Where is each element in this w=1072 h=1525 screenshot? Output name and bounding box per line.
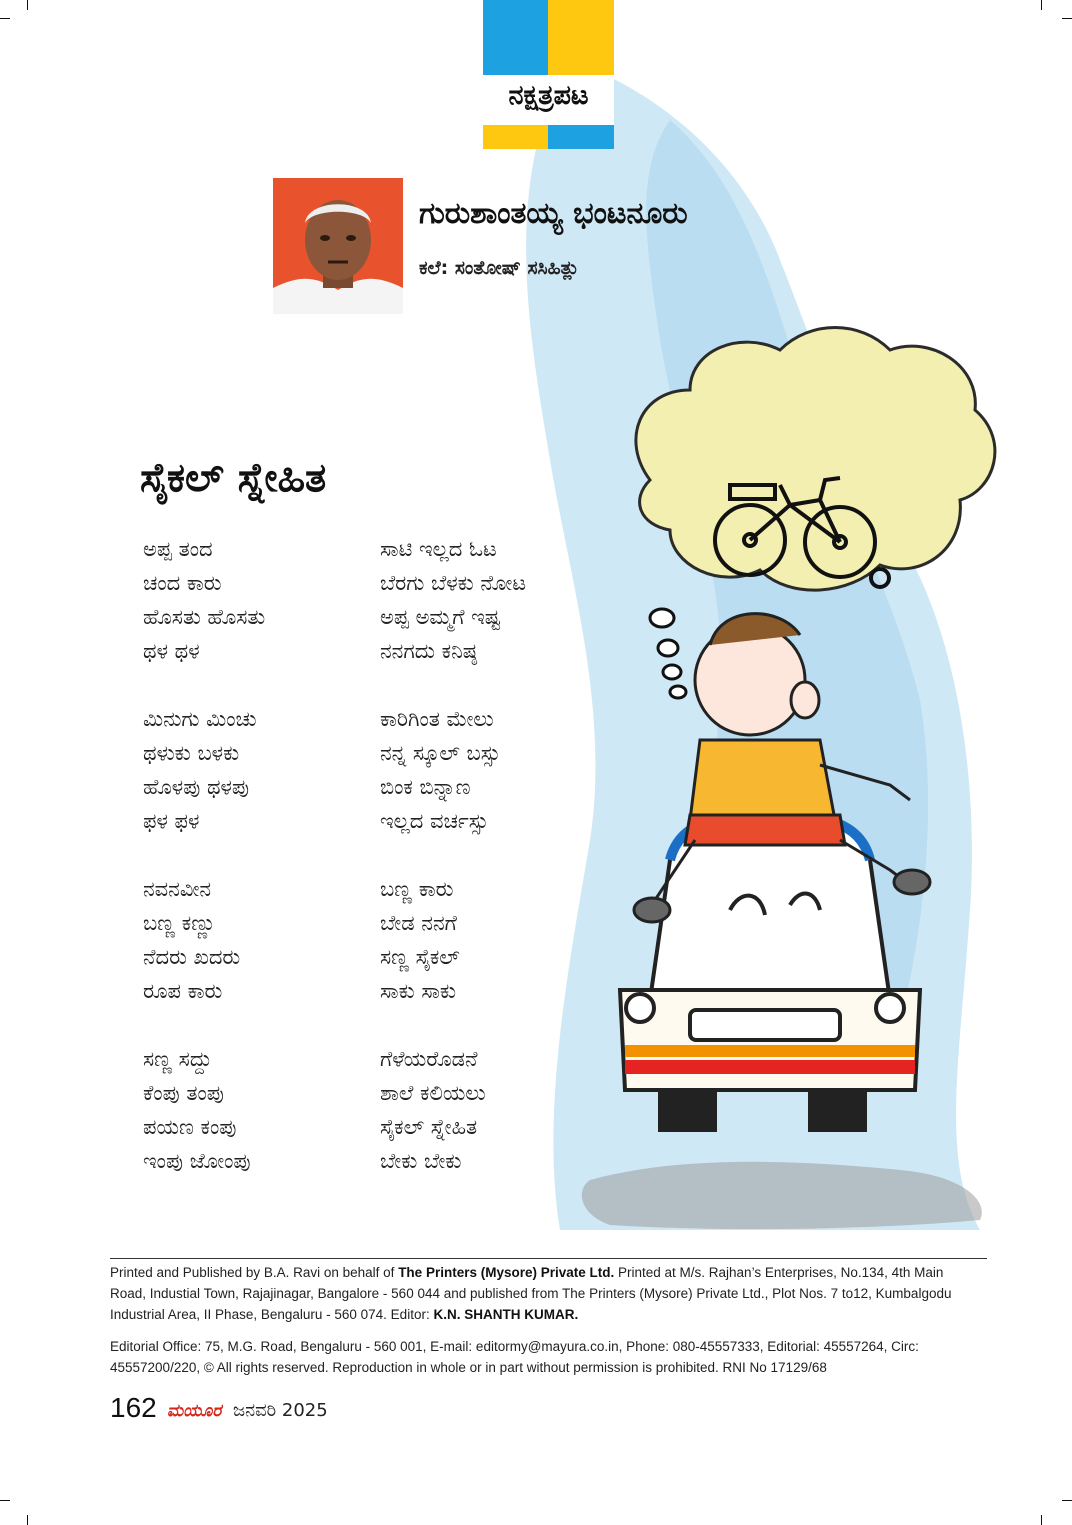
poem-line-left: ಪಯಣ ಕಂಪು bbox=[143, 1114, 237, 1139]
poem-line bbox=[143, 1042, 613, 1076]
magazine-logo: ಮಯೂರ bbox=[167, 1401, 222, 1421]
poem-line-left: ರೂಪ ಕಾರು bbox=[143, 978, 223, 1003]
poem-line-right: ಬೆರಗು ಬೆಳಕು ನೋಟ bbox=[380, 570, 527, 595]
crop-mark bbox=[27, 0, 28, 10]
poem-stanza bbox=[143, 532, 613, 668]
poem-line-right: ಬಿಂಕ ಬಿನ್ನಾಣ bbox=[380, 774, 471, 799]
poem-line bbox=[143, 872, 613, 906]
poem-line-right: ಸಣ್ಣ ಸೈಕಲ್ bbox=[380, 944, 460, 969]
poem-line bbox=[143, 1076, 613, 1110]
poem-line bbox=[143, 566, 613, 600]
section-title: ನಕ್ಷತ್ರಪಟ bbox=[508, 80, 589, 111]
poem-line bbox=[143, 974, 613, 1008]
poem-stanza bbox=[143, 1042, 613, 1178]
poem-stanza bbox=[143, 872, 613, 1008]
crop-mark bbox=[1062, 1500, 1072, 1501]
poem-line-left: ನೆದರು ಖದರು bbox=[143, 944, 241, 969]
poem-line bbox=[143, 940, 613, 974]
poem-line-right: ನನ್ನ ಸ್ಕೂಲ್ ಬಸ್ಸು bbox=[380, 740, 501, 765]
poem-title: ಸೈಕಲ್ ಸ್ನೇಹಿತ bbox=[140, 455, 327, 501]
imprint-text bbox=[110, 1262, 980, 1325]
poem-line bbox=[143, 702, 613, 736]
poem-line-right: ನನಗದು ಕನಿಷ್ಠ bbox=[380, 638, 478, 663]
crop-mark bbox=[1062, 18, 1072, 19]
poem-line-left: ಚಂದ ಕಾರು bbox=[143, 570, 222, 595]
page-number: 162 bbox=[110, 1392, 157, 1423]
publisher-name: The Printers (Mysore) Private Ltd. bbox=[398, 1265, 615, 1280]
poem-line bbox=[143, 634, 613, 668]
poem-line-left: ಅಪ್ಪ ತಂದ bbox=[143, 536, 213, 561]
imprint-text-a: Printed and Published by B.A. Ravi on behalf of bbox=[110, 1265, 399, 1280]
editor-name: K.N. SHANTH KUMAR. bbox=[433, 1307, 579, 1322]
poem-line-left: ಹೊಸತು ಹೊಸತು bbox=[143, 604, 266, 629]
poem-line bbox=[143, 770, 613, 804]
poem-line-left: ಮಿನುಗು ಮಿಂಚು bbox=[143, 706, 257, 731]
editorial-office-text: Editorial Office: 75, M.G. Road, Bengaluru - 560 001, E-mail: editormy@mayura.co.in, Phone: 080-45557333, Editorial: 45557264, Circ: 45557200/220, © All rights reserved. Reproduction in whole or in part without permission is prohibited. RNI No 17129/68 bbox=[110, 1339, 919, 1375]
artist-credit: ಕಲೆ: ಸಂತೋಷ್ ಸಸಿಹಿತ್ಲು bbox=[419, 257, 580, 279]
poem-line bbox=[143, 1144, 613, 1178]
poem-line bbox=[143, 804, 613, 838]
poem-line-left: ಹೊಳಪು ಥಳಪು bbox=[143, 774, 250, 799]
poem-stanza bbox=[143, 702, 613, 838]
poem-line-left: ಇಂಪು ಜೋಂಪು bbox=[143, 1148, 251, 1173]
poem-line-right: ಸಾಕು ಸಾಕು bbox=[380, 978, 457, 1003]
poem-line-right: ಬೇಕು ಬೇಕು bbox=[380, 1148, 462, 1173]
poem-line bbox=[143, 532, 613, 566]
poem-line-right: ಗೆಳೆಯರೊಡನೆ bbox=[380, 1046, 478, 1071]
section-header-tile bbox=[483, 0, 614, 149]
poem-line-right: ಕಾರಿಗಿಂತ ಮೇಲು bbox=[380, 706, 494, 731]
poem-line-right: ಸೈಕಲ್ ಸ್ನೇಹಿತ bbox=[380, 1114, 478, 1139]
author-name: ಗುರುಶಾಂತಯ್ಯ ಭಂಟನೂರು bbox=[419, 196, 688, 231]
poem-line-left: ಕೆಂಪು ತಂಪು bbox=[143, 1080, 224, 1105]
poem-line-right: ಇಲ್ಲದ ವರ್ಚಸ್ಸು bbox=[380, 808, 489, 833]
issue-date: ಜನವರಿ 2025 bbox=[233, 1400, 328, 1421]
footer-divider bbox=[110, 1258, 987, 1259]
crop-mark bbox=[1041, 1515, 1042, 1525]
crop-mark bbox=[27, 1515, 28, 1525]
crop-mark bbox=[1041, 0, 1042, 10]
author-photo bbox=[273, 178, 403, 314]
poem-line bbox=[143, 736, 613, 770]
imprint-text-b: Printed at M/s. Rajhan’s Enterprises, No.134, 4th Main Road, Industial Town, Rajajinagar, Bangalore - 560 044 and published from The Printers (Mysore) Private Ltd., Plot Nos. 7 to12, Kumbalgodu Industrial Area, II Phase, Bengaluru - 560 074. Editor: bbox=[110, 1265, 952, 1322]
poem-line-right: ಅಪ್ಪ ಅಮ್ಮಗೆ ಇಷ್ಟ bbox=[380, 604, 501, 629]
poem-line-right: ಬೇಡ ನನಗೆ bbox=[380, 910, 457, 935]
poem-line-left: ಥಳ ಥಳ bbox=[143, 638, 200, 663]
crop-mark bbox=[0, 1500, 10, 1501]
poem-line-left: ಬಣ್ಣ ಕಣ್ಣು bbox=[143, 910, 216, 935]
poem-line-left: ಸಣ್ಣ ಸದ್ದು bbox=[143, 1046, 212, 1071]
poem-line bbox=[143, 906, 613, 940]
crop-mark bbox=[0, 18, 10, 19]
poem-line-right: ಶಾಲೆ ಕಲಿಯಲು bbox=[380, 1080, 486, 1105]
poem-line-right: ಬಣ್ಣ ಕಾರು bbox=[380, 876, 454, 901]
poem-line-left: ನವನವೀನ bbox=[143, 876, 212, 901]
poem-line-right: ಸಾಟಿ ಇಲ್ಲದ ಓಟ bbox=[380, 536, 497, 561]
poem-line-left: ಥಳುಕು ಬಳಕು bbox=[143, 740, 240, 765]
poem-line bbox=[143, 600, 613, 634]
poem-line bbox=[143, 1110, 613, 1144]
poem-line-left: ಫಳ ಫಳ bbox=[143, 808, 200, 833]
